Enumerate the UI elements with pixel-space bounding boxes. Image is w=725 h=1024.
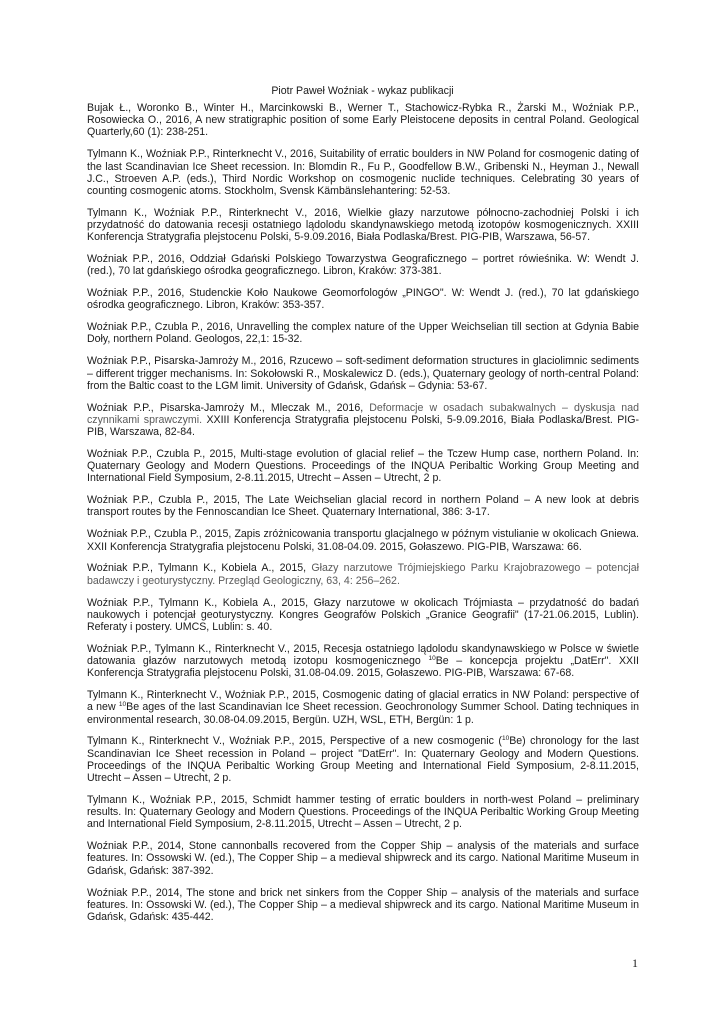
publication-text: Głazy narzutowe Trójmiejskiego Parku Krajobrazowego – potencjał badawczy i geoturystyczny. Przegląd Geologiczny, 63, 4: 256–262. (87, 562, 639, 587)
publication-text: Be) chronology for the last Scandinavian Ice Sheet recession in Poland – project "DatErr". In: Quaternary Geology and Modern Questions. Proceedings of the INQUA Peribaltic Working Group Meeting and International Field Symposium, 2-8.11.2015, Utrecht – Assen – Utrecht, 2 p. (87, 735, 639, 785)
publication-text: Deformacje w osadach subakwalnych – dyskusja nad czynnikami sprawczymi. (87, 401, 639, 426)
publication-entry (87, 355, 639, 392)
publication-text: Tylmann K., Woźniak P.P., 2015, Schmidt hammer testing of erratic boulders in north-west Poland – preliminary results. In: Quaternary Geology and Modern Questions. Proceedings of the INQUA Peribaltic Working Group Meeting and International Field Symposium, 2-8.11.2015, Utrecht – Assen – Utrecht, 2 p. (87, 793, 639, 831)
publication-text: Woźniak P.P., Tylmann K., Kobiela A., 2015, (87, 562, 312, 575)
publication-text: Tylmann K., Rinterknecht V., Woźniak P.P., 2015, Perspective of a new cosmogenic ( (87, 735, 502, 748)
publication-text: Woźniak P.P., Tylmann K., Kobiela A., 2015, Głazy narzutowe w okolicach Trójmiasta – przydatność do badań naukowych i potencjał geoturystyczny. Kongres Geografów Polskich „Granice Geografii" (17-21.06.2015, Lublin). Referaty i postery. UMCS, Lublin: s. 40. (87, 596, 639, 633)
publication-text: Tylmann K., Woźniak P.P., Rinterknecht V., 2016, Suitability of erratic boulders in NW Poland for cosmogenic dating of the last Scandinavian Ice Sheet recession. In: Blomdin R., Fu P., Goodfellow B.W., Gribenski N., Heyman J., Newall J.C., Stroeven A.P. (eds.), Third Nordic Workshop on cosmogenic nuclide techniques. Celebrating 30 years of counting cosmogenic atoms. Stockholm, Svensk Kämbänslehantering: 52-53. (87, 148, 639, 197)
publication-entry (87, 287, 639, 311)
publication-entry (87, 887, 639, 924)
publication-text: Woźniak P.P., Czubla P., 2015, Multi-stage evolution of glacial relief – the Tczew Hump case, northern Poland. In: Quaternary Geology and Modern Questions. Proceedings of the INQUA Peribaltic Working Group Meeting and International Field Symposium, 2-8.11.2015, Utrecht – Assen – Utrecht, 2 p. (87, 447, 639, 485)
publication-text: Woźniak P.P., Czubla P., 2016, Unravelling the complex nature of the Upper Weichselian till section at Gdynia Babie Doły, northern Poland. Geologos, 22,1: 15-32. (87, 321, 639, 346)
publication-entry (87, 102, 639, 139)
publication-entry (87, 148, 639, 197)
publication-entry (87, 528, 639, 552)
publication-text: Bujak Ł., Woronko B., Winter H., Marcinkowski B., Werner T., Stachowicz-Rybka R., Żarski M., Woźniak P.P., Rosowiecka O., 2016, A new stratigraphic position of some Early Pleistocene deposits in central Poland. Geological Quarterly,60 (1): 238-251. (87, 102, 639, 139)
publication-text: Woźniak P.P., Tylmann K., Rinterknecht V., 2015, Recesja ostatniego lądolodu skandynawskiego w Polsce w świetle datowania głazów narzutowych metodą izotopu kosmogenicznego (87, 642, 639, 668)
publication-entry (87, 735, 639, 784)
publication-text: Woźniak P.P., Czubla P., 2015, The Late Weichselian glacial record in northern Poland – A new look at debris transport routes by the Fennoscandian Ice Sheet. Quaternary International, 386: 3-17. (87, 494, 639, 519)
publication-entry (87, 448, 639, 485)
publication-entry (87, 689, 639, 726)
publication-text: Woźniak P.P., 2016, Oddział Gdański Polskiego Towarzystwa Geograficznego – portret rówieśnika. W: Wendt J. (red.), 70 lat gdańskiego ośrodka geograficznego. Libron, Kraków: 373-381. (87, 253, 639, 278)
publication-entry (87, 321, 639, 345)
publication-entry (87, 643, 639, 680)
publication-text: Tylmann K., Woźniak P.P., Rinterknecht V., 2016, Wielkie głazy narzutowe północno-zachodniej Polski i ich przydatność do datowania recesji ostatniego lądolodu skandynawskiego metodą izotopów kosmogenicznych. XXIII Konferencja Stratygrafia plejstocenu Polski, 5-9.09.2016, Biała Podlaska/Brest. PIG-PIB, Warszawa, 56-57. (87, 206, 639, 244)
publication-list (87, 102, 639, 933)
publication-text: Be ages of the last Scandinavian Ice Sheet recession. Geochronology Summer School. Dating techniques in environmental research, 30.08-04.09.2015, Bergün. UZH, WSL, ETH, Bergün: 1 p. (87, 701, 639, 726)
publication-text: Woźniak P.P., 2014, Stone cannonballs recovered from the Copper Ship – analysis of the materials and surface features. In: Ossowski W. (ed.), The Copper Ship – a medieval shipwreck and its cargo. National Maritime Museum in Gdańsk, Gdańsk: 387-392. (87, 840, 639, 877)
publication-entry (87, 494, 639, 518)
isotope-superscript: 10 (118, 701, 127, 709)
publication-entry (87, 562, 639, 586)
publication-entry (87, 207, 639, 244)
publication-text: Woźniak P.P., 2014, The stone and brick net sinkers from the Copper Ship – analysis of the materials and surface features. In: Ossowski W. (ed.), The Copper Ship – a medieval shipwreck and its cargo. National Maritime Museum in Gdańsk, Gdańsk: 435-442. (87, 886, 639, 923)
isotope-superscript: 10 (501, 735, 510, 743)
publication-entry (87, 253, 639, 277)
isotope-superscript: 10 (428, 655, 436, 663)
publication-text: Woźniak P.P., Pisarska-Jamroży M., 2016, Rzucewo – soft-sediment deformation structures in glaciolimnic sediments – different trigger mechanisms. In: Sokołowski R., Moskalewicz D. (eds.), Quaternary geology of north-central Poland: from the Baltic coast to the LGM limit. University of Gdańsk, Gdańsk – Gdynia: 53-67. (87, 355, 639, 392)
page-number: 1 (632, 956, 638, 970)
publication-entry (87, 840, 639, 877)
publication-text: Be – koncepcja projektu „DatErr". XXII Konferencja Stratygrafia plejstocenu Polski, 31.08-04.09. 2015, Gołaszewo. PIG-PIB, Warszawa: 67-68. (87, 655, 639, 680)
publication-text: Woźniak P.P., Czubla P., 2015, Zapis zróżnicowania transportu glacjalnego w późnym vistulianie w okolicach Gniewa. XXII Konferencja Stratygrafia plejstocenu Polski, 31.08-04.09. 2015, Gołaszewo. PIG-PIB, Warszawa: 66. (87, 528, 639, 553)
publication-text: XXIII Konferencja Stratygrafia plejstocenu Polski, 5-9.09.2016, Biała Podlaska/Brest. PIG-PIB, Warszawa, 82-84. (87, 413, 640, 439)
publication-entry (87, 794, 639, 831)
publication-entry (87, 597, 639, 634)
document-title: Piotr Paweł Woźniak - wykaz publikacji (271, 85, 454, 97)
publication-text: Woźniak P.P., 2016, Studenckie Koło Naukowe Geomorfologów „PINGO". W: Wendt J. (red.), 70 lat gdańskiego ośrodka geograficznego. Libron, Kraków: 353-357. (87, 287, 639, 312)
publication-entry (87, 402, 639, 439)
publication-text: Woźniak P.P., Pisarska-Jamroży M., Mleczak M., 2016, (87, 401, 370, 414)
publication-text: Tylmann K., Rinterknecht V., Woźniak P.P., 2015, Cosmogenic dating of glacial erratics in NW Poland: perspective of a new (87, 689, 639, 714)
